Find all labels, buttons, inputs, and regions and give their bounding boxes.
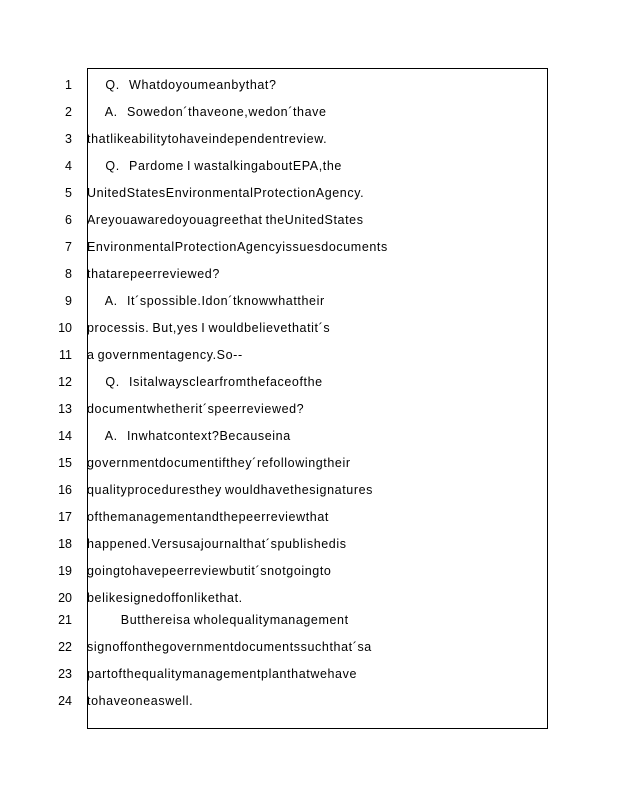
line-number: 9	[65, 294, 72, 308]
transcript-line	[0, 288, 618, 315]
transcript-line	[0, 423, 618, 450]
transcript-line	[0, 207, 618, 234]
transcript-line	[0, 634, 618, 661]
transcript-line	[0, 234, 618, 261]
line-number: 12	[58, 375, 72, 389]
line-text: Q. Pardome I wastalkingaboutEPA,the	[87, 159, 342, 173]
line-number: 6	[65, 213, 72, 227]
line-text: qualityproceduresthey wouldhavethesignatures	[87, 483, 373, 497]
line-number: 14	[58, 429, 72, 443]
line-text: Butthereisa wholequalitymanagement	[87, 613, 349, 627]
transcript-line	[0, 396, 618, 423]
line-number: 19	[58, 564, 72, 578]
line-number: 23	[58, 667, 72, 681]
line-text: Areyouawaredoyouagreethat theUnitedStates	[87, 213, 364, 227]
transcript-line	[0, 477, 618, 504]
transcript-line	[0, 153, 618, 180]
line-text: signoffonthegovernmentdocumentssuchthat´sa	[87, 640, 372, 654]
line-text: A. It´spossible.Idon´tknowwhattheir	[87, 294, 325, 308]
transcript-line	[0, 342, 618, 369]
line-text: documentwhetherit´speerreviewed?	[87, 402, 305, 416]
line-number: 18	[58, 537, 72, 551]
line-number: 8	[65, 267, 72, 281]
line-text: processis. But,yes I wouldbelievethatit´s	[87, 321, 331, 335]
transcript-line	[0, 688, 618, 715]
line-text: belikesignedoffonlikethat.	[87, 591, 243, 605]
line-text: ofthemanagementandthepeerreviewthat	[87, 510, 329, 524]
line-number: 17	[58, 510, 72, 524]
transcript-line	[0, 261, 618, 288]
line-number: 20	[58, 591, 72, 605]
line-number: 13	[58, 402, 72, 416]
line-number: 7	[65, 240, 72, 254]
line-number: 24	[58, 694, 72, 708]
transcript-line	[0, 99, 618, 126]
transcript-line	[0, 126, 618, 153]
line-text: partofthequalitymanagementplanthatwehave	[87, 667, 358, 681]
transcript-line	[0, 450, 618, 477]
line-number: 21	[58, 613, 72, 627]
line-number: 22	[58, 640, 72, 654]
line-number: 4	[65, 159, 72, 173]
line-text: A. Inwhatcontext?Becauseina	[87, 429, 291, 443]
transcript-line	[0, 531, 618, 558]
transcript-line	[0, 369, 618, 396]
line-text: EnvironmentalProtectionAgencyissuesdocuments	[87, 240, 388, 254]
line-text: a governmentagency.So--	[87, 348, 243, 362]
line-number: 2	[65, 105, 72, 119]
line-text: Q. Isitalwaysclearfromthefaceofthe	[87, 375, 323, 389]
line-text: Q. Whatdoyoumeanbythat?	[87, 78, 277, 92]
transcript-line	[0, 504, 618, 531]
line-number: 5	[65, 186, 72, 200]
line-text: thatlikeabilitytohaveindependentreview.	[87, 132, 328, 146]
line-text: UnitedStatesEnvironmentalProtectionAgency.	[87, 186, 365, 200]
line-number: 16	[58, 483, 72, 497]
transcript-line	[0, 607, 618, 634]
line-text: happened.Versusajournalthat´spublishedis	[87, 537, 347, 551]
transcript-line	[0, 558, 618, 585]
line-text: governmentdocumentifthey´refollowingtheir	[87, 456, 351, 470]
line-number: 10	[58, 321, 72, 335]
line-number: 15	[58, 456, 72, 470]
transcript-line	[0, 180, 618, 207]
line-number: 3	[65, 132, 72, 146]
transcript-line	[0, 315, 618, 342]
line-text: thatarepeerreviewed?	[87, 267, 220, 281]
line-number: 11	[59, 348, 72, 362]
line-text: goingtohavepeerreviewbutit´snotgoingto	[87, 564, 332, 578]
transcript-line	[0, 72, 618, 99]
line-text: A. Sowedon´thaveone,wedon´thave	[87, 105, 327, 119]
transcript-line	[0, 661, 618, 688]
line-number: 1	[65, 78, 72, 92]
line-text: tohaveoneaswell.	[87, 694, 194, 708]
